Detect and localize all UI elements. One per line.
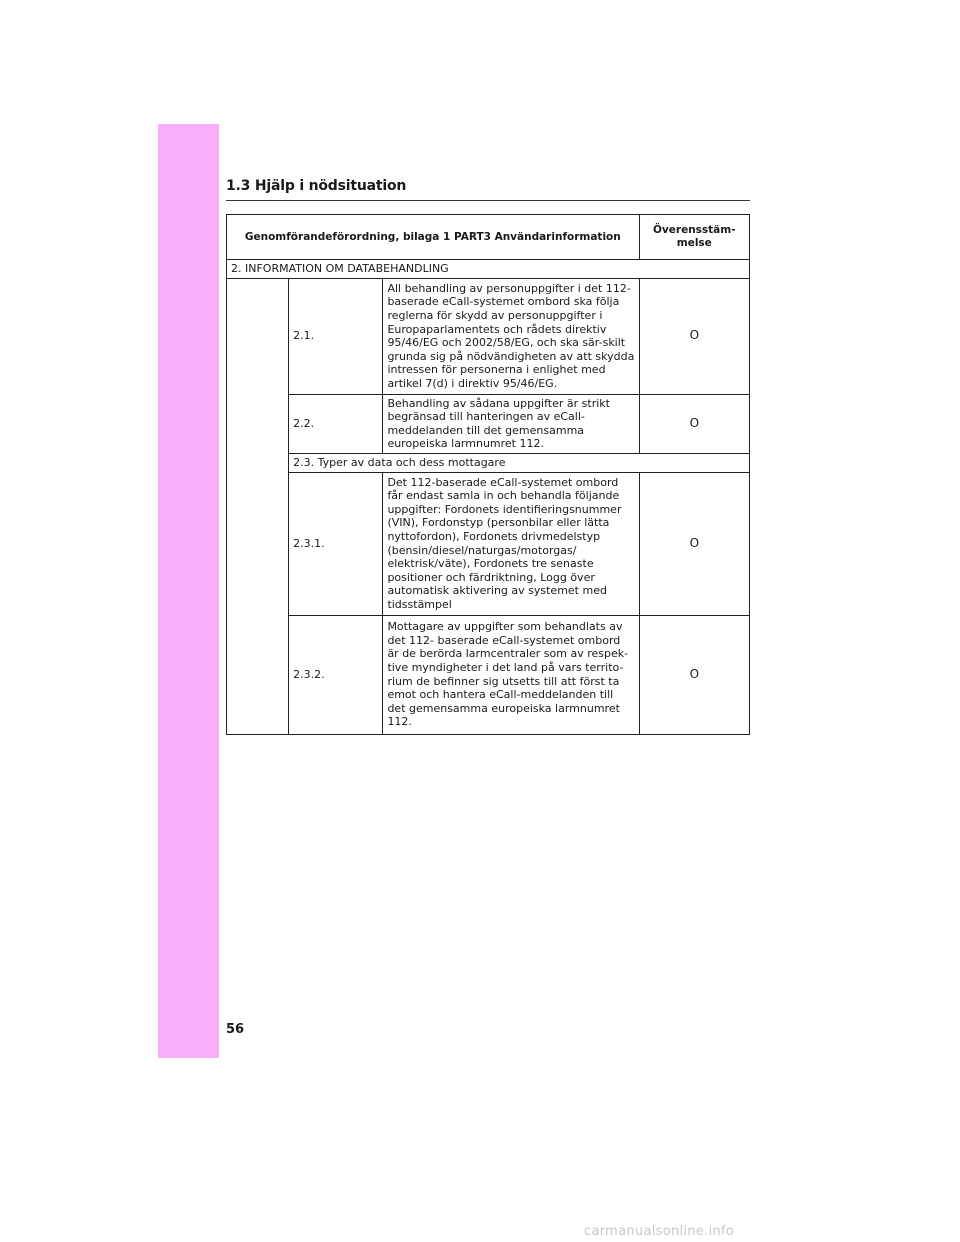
table-header-row — [227, 215, 750, 260]
row-conformity: O — [639, 615, 749, 734]
section-row — [227, 260, 750, 279]
table-row — [227, 278, 750, 394]
subsection-heading-data-types: 2.3. Typer av data och dess mottagare — [289, 453, 750, 472]
subsection-row — [227, 453, 750, 472]
row-conformity: O — [639, 472, 749, 615]
row-number: 2.3.1. — [289, 472, 383, 615]
chapter-sidebar-tab — [158, 124, 219, 1058]
row-conformity: O — [639, 278, 749, 394]
row-text: All behandling av personuppgifter i det 112-baserade eCall-systemet ombord ska följa reglerna för skydd av personuppgifter i Europaparlamentets och rådets direktiv 95/46/EG och 2002/58/EG, och ska sär-skilt grunda sig på nödvändigheten av att skydda intressen för personerna i enlighet med artikel 7(d) i direktiv 95/46/EG. — [383, 278, 639, 394]
table-row — [227, 615, 750, 734]
header-conformity: Överensstäm- melse — [639, 215, 749, 260]
indent-cell — [227, 278, 289, 734]
section-heading-data-processing: 2. INFORMATION OM DATABEHANDLING — [227, 260, 750, 279]
title-divider — [226, 200, 750, 201]
row-conformity: O — [639, 394, 749, 453]
table-row — [227, 472, 750, 615]
user-information-table — [226, 214, 750, 735]
row-text: Det 112-baserade eCall-systemet ombord får endast samla in och behandla följande uppgifter: Fordonets identifieringsnummer (VIN), Fordonstyp (personbilar eller lätta nyttofordon), Fordonets drivmedelstyp (bensin/diesel/naturgas/motorgas/ elektrisk/väte), Fordonets tre senaste positioner och färdriktning, Logg över automatisk aktivering av systemet med tidsstämpel — [383, 472, 639, 615]
header-regulation: Genomförandeförordning, bilaga 1 PART3 Användarinformation — [227, 215, 640, 260]
table-row — [227, 394, 750, 453]
page-number: 56 — [226, 1022, 245, 1037]
row-text: Mottagare av uppgifter som behandlats av det 112- baserade eCall-systemet ombord är de berörda larmcentraler som av respek-tive myndigheter i det land på vars territo-rium de befinner sig utsetts till att först ta emot och hantera eCall-meddelanden till det gemensamma europeiska larmnumret 112. — [383, 615, 639, 734]
row-number: 2.3.2. — [289, 615, 383, 734]
row-text: Behandling av sådana uppgifter är strikt begränsad till hanteringen av eCall-meddelanden till det gemensamma europeiska larmnumret 112. — [383, 394, 639, 453]
row-number: 2.2. — [289, 394, 383, 453]
section-title: 1.3 Hjälp i nödsituation — [226, 178, 407, 194]
row-number: 2.1. — [289, 278, 383, 394]
watermark: carmanualsonline.info — [584, 1224, 735, 1239]
